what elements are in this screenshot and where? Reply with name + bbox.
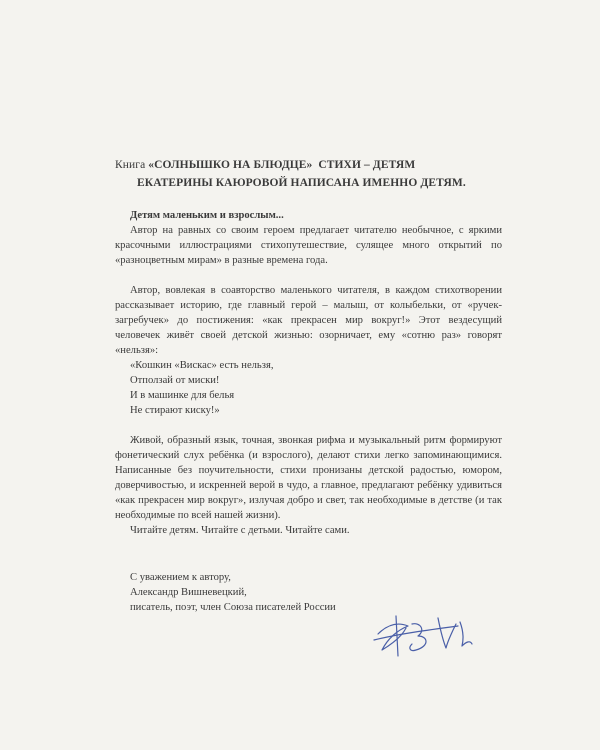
poem-line: Не стирают киску!» [130,405,220,416]
paragraph-1-lead: Детям маленьким и взрослым... [130,210,284,221]
poem-quote [130,358,502,418]
page-heading [115,156,535,192]
signoff-title: писатель, поэт, член Союза писателей России [130,602,336,613]
signoff-greeting: С уважением к автору, [130,572,231,583]
paragraph-2: Автор, вовлекая в соавторство маленького читателя, в каждом стихотворении рассказывает историю, где главный герой – малыш, от колыбельки, от «ручек-загребучек» до постижения: «как прекрасен мир вокруг!» Этот вездесущий человечек живёт своей детской жизнью: озорничает, ему «сотню раз» говорят «нельзя»: [115,285,502,356]
signoff-block [130,570,390,615]
poem-line: Отползай от миски! [130,375,220,386]
paragraph-3: Живой, образный язык, точная, звонкая рифма и музыкальный ритм формируют фонетический слух ребёнка (и взрослого), делают стихи легко запоминающимися. Написанные без поучительности, стихи пронизаны детской радостью, юмором, доверчивостью, и искренней верой в чудо, а главное, предлагают ребёнку удивиться «как прекрасен мир вокруг», излучая добро и свет, так необходимые в детстве (и так необходимые по всей нашей жизни). [115,435,502,521]
heading-line-2: ЕКАТЕРИНЫ КАЮРОВОЙ НАПИСАНА ИМЕННО ДЕТЯМ. [137,177,466,189]
poem-line: И в машинке для белья [130,390,235,401]
paragraph-4: Читайте детям. Читайте с детьми. Читайте сами. [130,525,350,536]
handwritten-signature [368,604,478,664]
review-body [115,208,502,538]
heading-prefix: Книга [115,159,149,171]
poem-line: «Кошкин «Вискас» есть нельзя, [130,360,274,371]
paragraph-1: Автор на равных со своим героем предлагает читателю необычное, с яркими красочными иллюстрациями стихопутешествие, сулящее много открытий по «разноцветным мирам» в разные времена года. [115,225,502,266]
signoff-name: Александр Вишневецкий, [130,587,247,598]
book-title: «СОЛНЫШКО НА БЛЮДЦЕ» [148,159,313,171]
heading-subtitle: СТИХИ – ДЕТЯМ [312,159,416,171]
